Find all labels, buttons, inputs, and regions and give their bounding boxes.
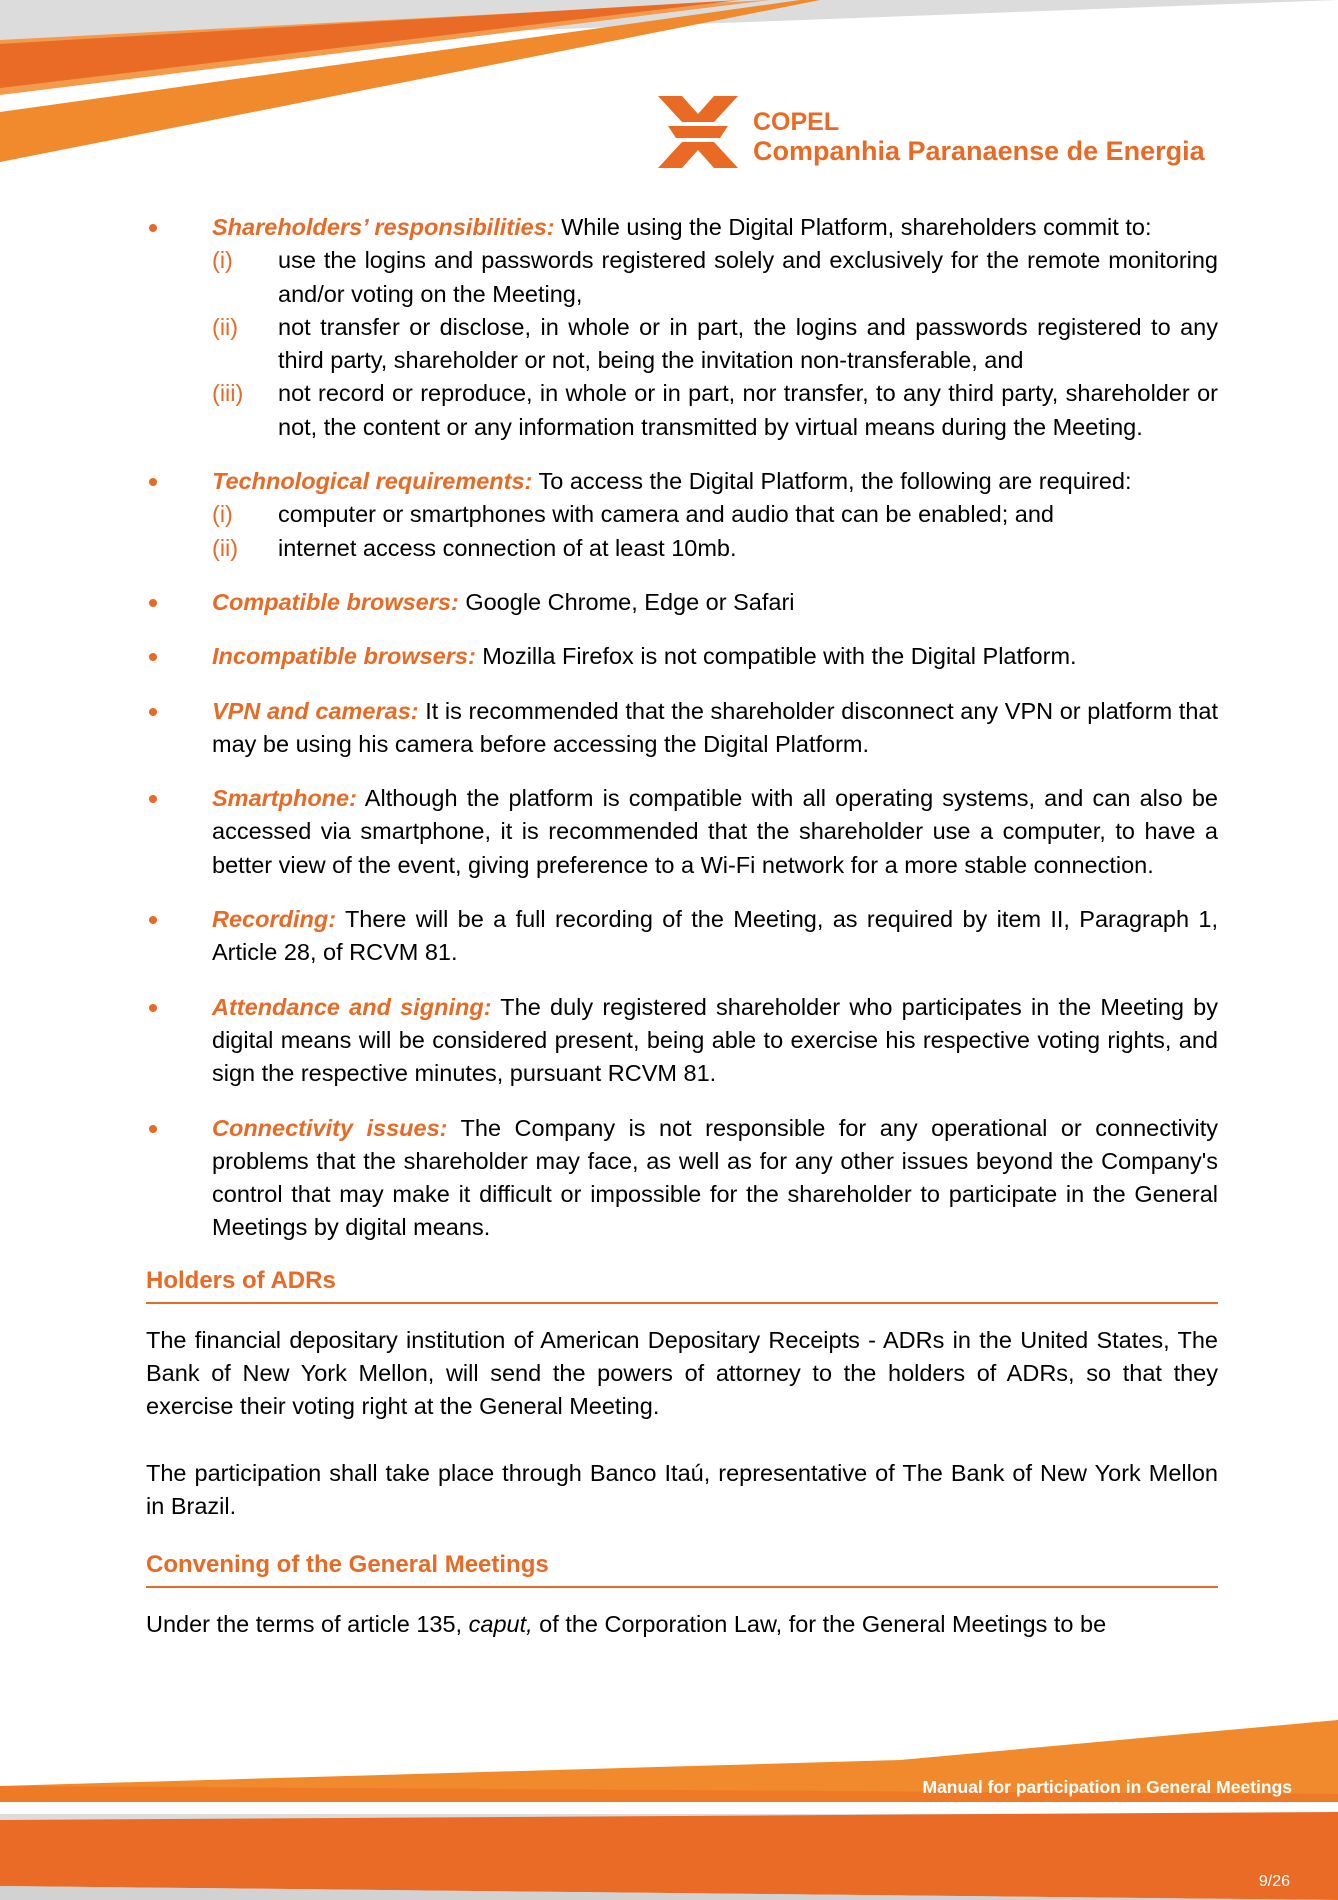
bullet-label: VPN and cameras: (212, 697, 419, 724)
sub-item (212, 377, 1218, 444)
sub-item-text: computer or smartphones with camera and audio that can be enabled; and (278, 501, 1054, 528)
bullet-smartphone (146, 782, 1218, 882)
bullet-list (146, 211, 1218, 1245)
sub-item (212, 498, 1218, 531)
bullet-dot (149, 478, 157, 486)
bullet-technological-requirements (146, 465, 1218, 565)
sub-item-number: (ii) (212, 534, 239, 561)
bullet-label: Smartphone: (212, 785, 357, 812)
section-heading: Convening of the General Meetings (146, 1550, 1218, 1588)
bullet-dot (149, 1125, 157, 1133)
company-logo (658, 96, 1218, 170)
bullet-dot (149, 1004, 157, 1012)
bullet-label: Attendance and signing: (212, 993, 492, 1020)
bullet-label: Recording: (212, 906, 337, 933)
bullet-text: Google Chrome, Edge or Safari (458, 588, 795, 615)
sub-list (212, 498, 1218, 565)
bullet-shareholders-responsibilities (146, 211, 1218, 444)
bullet-text: It is recommended that the shareholder disconnect any VPN or platform that may be using his camera before accessing the Digital Platform. (212, 697, 1218, 757)
section-paragraph: Under the terms of article 135, caput, of the Corporation Law, for the General Meetings to be (146, 1611, 1107, 1638)
bullet-connectivity-issues (146, 1112, 1218, 1245)
sub-item-number: (iii) (212, 380, 244, 407)
bullet-dot (149, 224, 157, 232)
bullet-text: While using the Digital Platform, shareholders commit to: (554, 214, 1152, 240)
sub-list (212, 244, 1218, 444)
sub-item (212, 532, 1218, 565)
section-paragraph: The financial depositary institution of American Depositary Receipts - ADRs in the United States, The Bank of New York Mellon, will send the powers of attorney to the holders of ADRs, so that they exercise their voting right at the General Meeting. (146, 1326, 1218, 1420)
section-holders-of-adrs (146, 1266, 1218, 1523)
bullet-recording (146, 903, 1218, 970)
bullet-text: The duly registered shareholder who participates in the Meeting by digital means will be considered present, being able to exercise his respective voting rights, and sign the respective minutes, pursuant RCVM 81. (212, 993, 1218, 1087)
page-number: 9/26 (1258, 1873, 1290, 1890)
bullet-text: The Company is not responsible for any operational or connectivity problems that the shareholder may face, as well as for any other issues beyond the Company's control that may make it difficult or impossible for the shareholder to participate in the General Meetings by digital means. (212, 1114, 1219, 1241)
bullet-text: There will be a full recording of the Meeting, as required by item II, Paragraph 1, Article 28, of RCVM 81. (212, 906, 1218, 966)
footer-document-title: Manual for participation in General Meetings (922, 1777, 1292, 1797)
bullet-text: Mozilla Firefox is not compatible with the Digital Platform. (475, 643, 1077, 670)
sub-item-number: (i) (212, 501, 233, 528)
bullet-label: Technological requirements: (212, 468, 533, 495)
bullet-dot (149, 653, 157, 661)
bullet-compatible-browsers (146, 586, 1218, 619)
bullet-incompatible-browsers (146, 640, 1218, 673)
sub-item-number: (i) (212, 247, 233, 274)
bullet-label: Shareholders’ responsibilities: (212, 214, 555, 240)
bullet-dot (149, 916, 157, 924)
bullet-text: To access the Digital Platform, the following are required: (532, 468, 1132, 495)
logo-name: COPEL (753, 108, 840, 136)
sub-item-text: not record or reproduce, in whole or in part, nor transfer, to any third party, shareholder or not, the content or any information transmitted by virtual means during the Meeting. (278, 380, 1218, 440)
sub-item-text: internet access connection of at least 10mb. (278, 534, 737, 561)
bullet-text: Although the platform is compatible with all operating systems, and can also be accessed via smartphone, it is recommended that the shareholder use a computer, to have a better view of the event, giving preference to a Wi-Fi network for a more stable connection. (212, 785, 1218, 878)
bullet-vpn-and-cameras (146, 695, 1218, 762)
page-content (146, 211, 1218, 1642)
sub-item-number: (ii) (212, 313, 239, 340)
sub-item-text: not transfer or disclose, in whole or in part, the logins and passwords registered to any third party, shareholder or not, being the invitation non-transferable, and (278, 313, 1218, 374)
bullet-label: Incompatible browsers: (212, 643, 476, 670)
bullet-label: Compatible browsers: (212, 588, 459, 615)
logo-full-name: Companhia Paranaense de Energia (753, 136, 1205, 166)
bullet-label: Connectivity issues: (212, 1114, 448, 1141)
section-heading: Holders of ADRs (146, 1266, 1218, 1304)
bullet-dot (149, 599, 157, 607)
section-convening (146, 1550, 1218, 1641)
bullet-dot (149, 795, 157, 803)
sub-item-text: use the logins and passwords registered solely and exclusively for the remote monitoring and/or voting on the Meeting, (278, 247, 1218, 307)
sub-item (212, 244, 1218, 311)
copel-logo-icon (658, 96, 738, 168)
sub-item (212, 311, 1218, 378)
bullet-dot (149, 708, 157, 716)
bullet-attendance-and-signing (146, 991, 1218, 1091)
section-paragraph: The participation shall take place through Banco Itaú, representative of The Bank of New York Mellon in Brazil. (146, 1459, 1218, 1519)
